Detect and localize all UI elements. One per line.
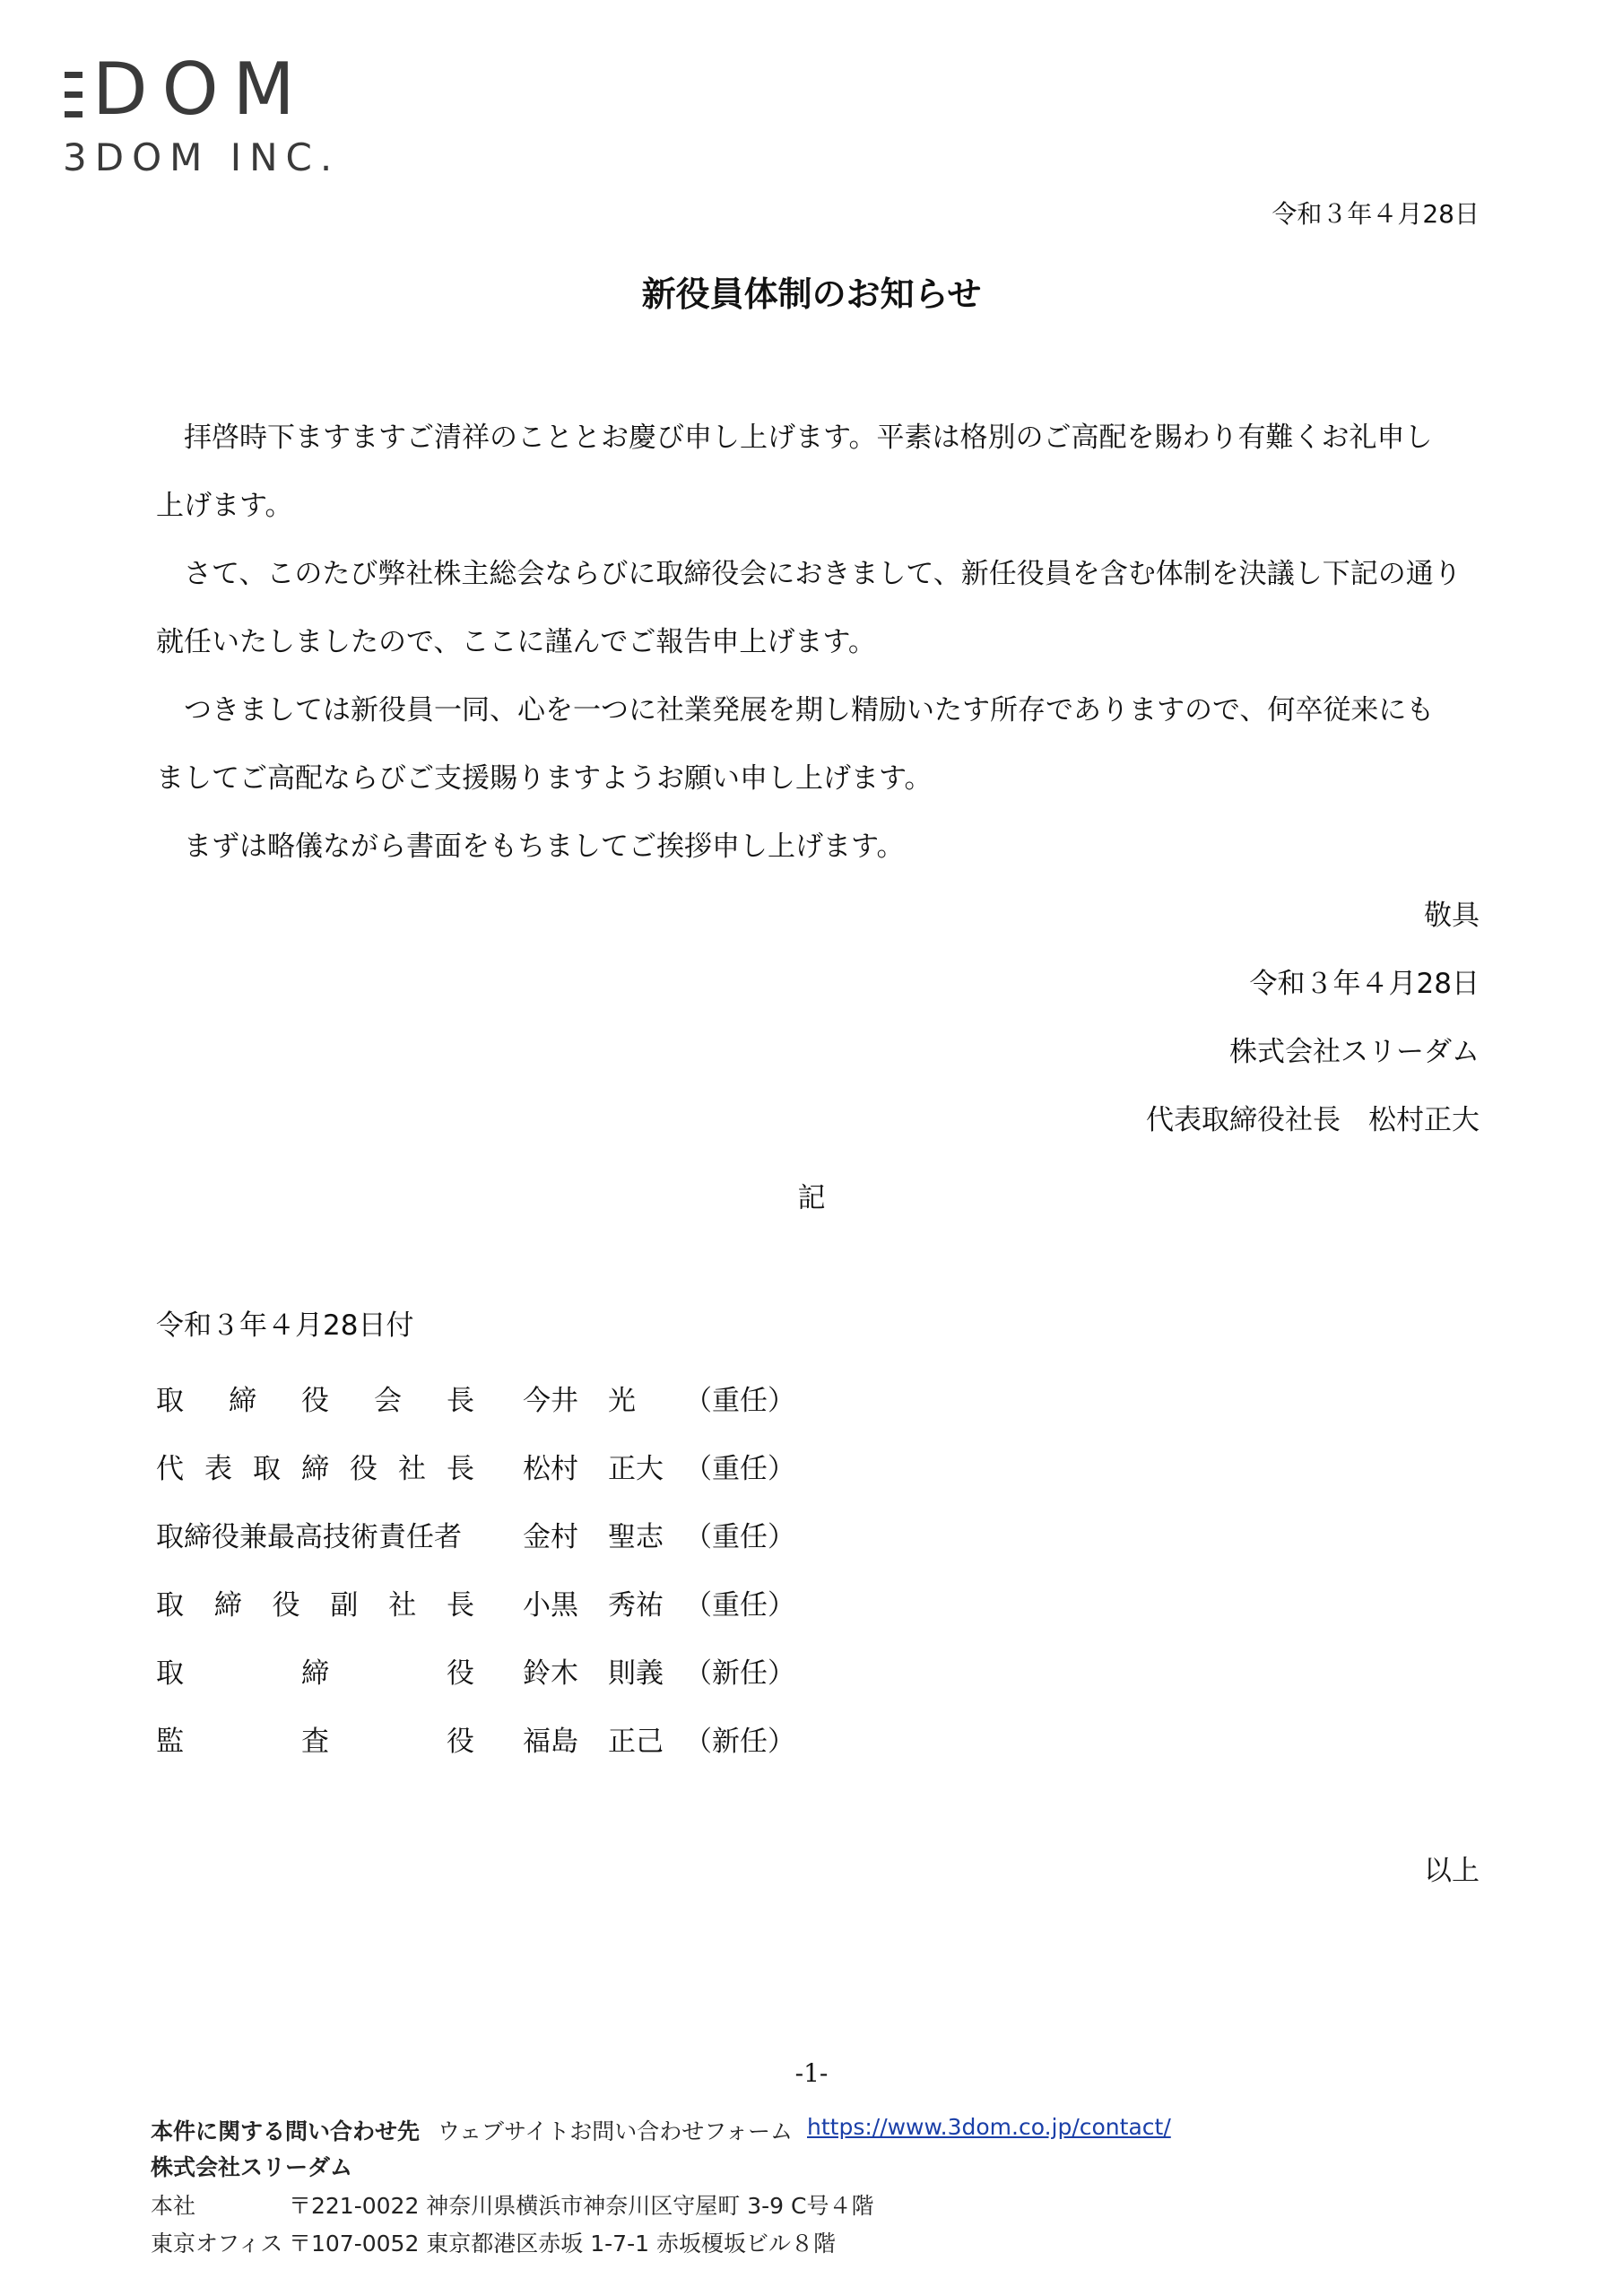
footer-contact-label: 本件に関する問い合わせ先 [151, 2118, 421, 2144]
officer-surname: 福島 [523, 1726, 578, 1758]
officer-given-name: 正己 [608, 1726, 664, 1758]
closing-word: 敬具 [1424, 900, 1480, 932]
signature-date: 令和３年４月28日 [1249, 968, 1480, 1000]
body-line: まずは略儀ながら書面をもちましてご挨拶申し上げます。 [184, 831, 905, 863]
document-title: 新役員体制のお知らせ [641, 274, 982, 314]
officer-status: （新任） [684, 1657, 795, 1690]
body-line: 上げます。 [156, 490, 293, 522]
officer-surname: 金村 [523, 1521, 578, 1553]
officer-given-name: 光 [608, 1385, 636, 1417]
body-line: つきましては新役員一同、心を一つに社業発展を期し精励いたす所存でありますので、何卒従来にも [184, 694, 1435, 726]
logo-mark: DOM [92, 48, 309, 131]
officer-role: 取締役兼最高技術責任者 [156, 1521, 462, 1553]
ki-mark: 記 [797, 1182, 826, 1214]
body-line: 拝啓時下ますますご清祥のこととお慶び申し上げます。平素は格別のご高配を賜わり有難くお礼申し [184, 422, 1433, 454]
footer-office-address: 〒221-0022 神奈川県横浜市神奈川区守屋町 3-9 C号４階 [289, 2193, 874, 2219]
officer-status: （重任） [684, 1453, 795, 1485]
officer-surname: 松村 [523, 1453, 578, 1485]
footer-office-address: 〒107-0052 東京都港区赤坂 1-7-1 赤坂榎坂ビル８階 [289, 2231, 836, 2257]
officer-role: 代 表 取 締 役 社 長 [156, 1453, 474, 1485]
officer-role: 取 締 役 会 長 [156, 1385, 474, 1417]
end-mark: 以上 [1424, 1855, 1480, 1887]
body-line: 就任いたしましたので、ここに謹んでご報告申上げます。 [156, 626, 876, 658]
footer-office-name: 本社 [151, 2193, 196, 2219]
footer-contact-link[interactable]: https://www.3dom.co.jp/contact/ [807, 2114, 1171, 2140]
officer-given-name: 則義 [608, 1657, 664, 1690]
body-line: さて、このたび弊社株主総会ならびに取締役会におきまして、新任役員を含む体制を決議し下記の通り [184, 558, 1462, 590]
signature-representative: 代表取締役社長 松村正大 [1146, 1104, 1480, 1136]
officer-given-name: 秀祐 [608, 1589, 664, 1622]
logo-bars-icon [65, 68, 84, 122]
document-date: 令和３年４月28日 [1271, 199, 1480, 229]
footer-company: 株式会社スリーダム [151, 2154, 353, 2180]
signature-company: 株式会社スリーダム [1229, 1036, 1480, 1068]
officer-status: （新任） [684, 1726, 795, 1758]
officer-surname: 小黒 [523, 1589, 578, 1622]
logo-company-name: 3DOM INC. [63, 135, 341, 179]
officer-given-name: 聖志 [608, 1521, 664, 1553]
officer-given-name: 正大 [608, 1453, 664, 1485]
officer-surname: 今井 [523, 1385, 578, 1417]
officer-role: 取 締 役 [156, 1657, 474, 1690]
officer-role: 取 締 役 副 社 長 [156, 1589, 474, 1622]
officer-role: 監 査 役 [156, 1726, 474, 1758]
officer-status: （重任） [684, 1385, 795, 1417]
body-line: ましてご高配ならびご支援賜りますようお願い申し上げます。 [156, 762, 933, 795]
footer-office-name: 東京オフィス [151, 2231, 283, 2257]
officer-surname: 鈴木 [523, 1657, 578, 1690]
page-number: -1- [794, 2058, 829, 2088]
officer-status: （重任） [684, 1589, 795, 1622]
effective-date: 令和３年４月28日付 [156, 1309, 414, 1342]
officer-status: （重任） [684, 1521, 795, 1553]
footer-contact-form: ウェブサイトお問い合わせフォーム [438, 2118, 794, 2144]
